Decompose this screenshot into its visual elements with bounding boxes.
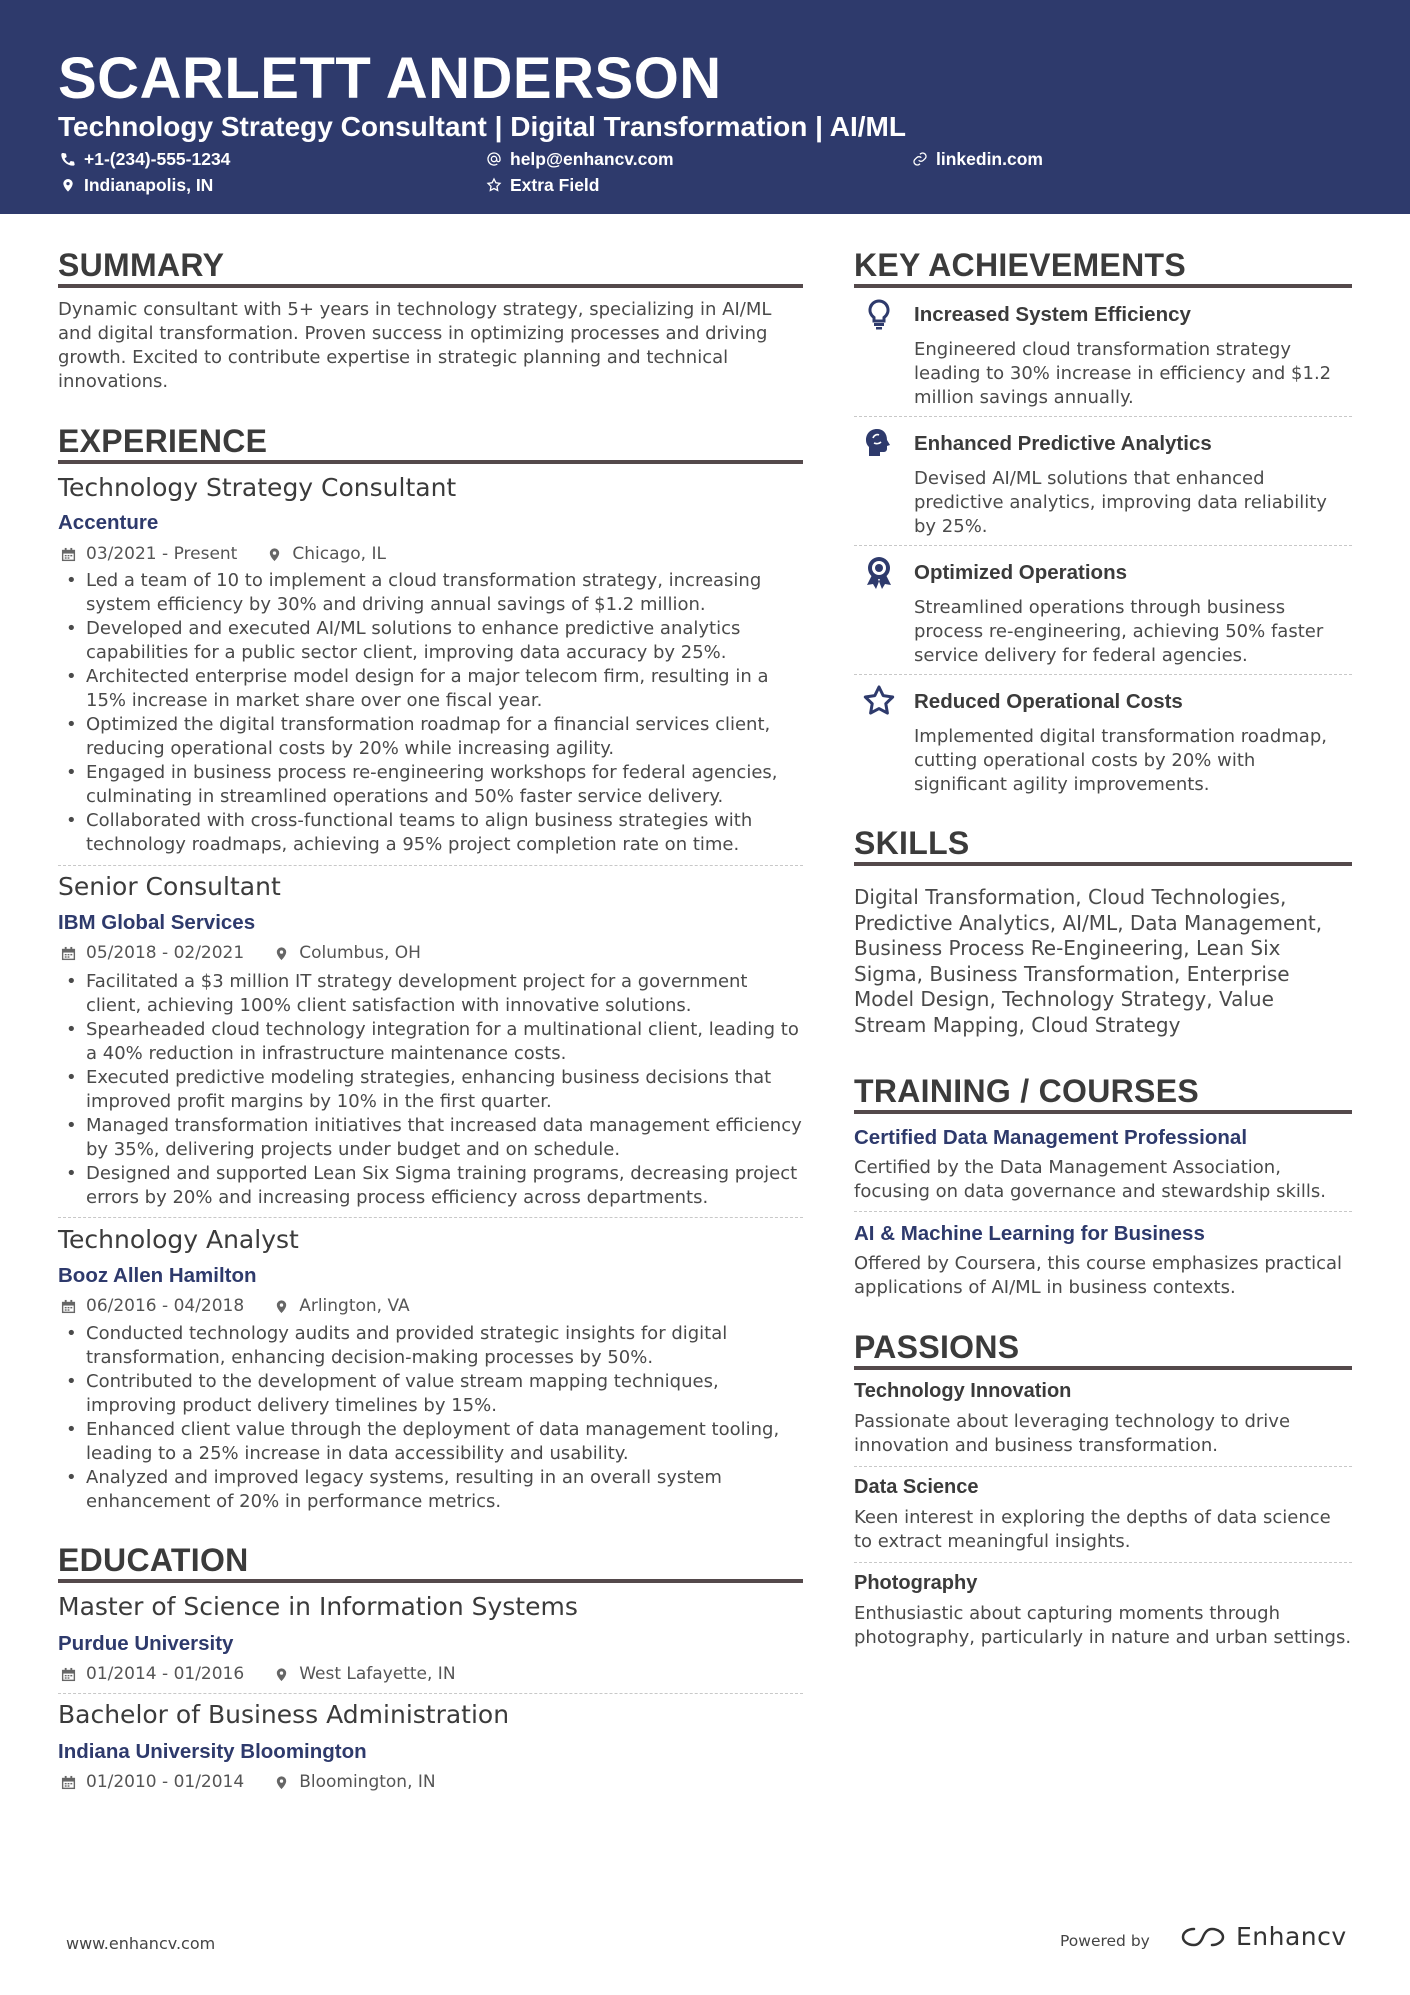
at-icon — [486, 151, 502, 167]
enhancv-logo[interactable] — [1180, 1922, 1347, 1951]
link-icon — [912, 151, 928, 167]
job-dates: 06/2016 - 04/2018 — [86, 1296, 245, 1316]
extra-text: Extra Field — [510, 175, 600, 195]
divider — [854, 545, 1352, 546]
achievement-desc: Engineered cloud transformation strategy leading to 30% increase in efficiency and $1.2 million savings annually. — [914, 339, 1332, 408]
course-title: Certified Data Management Professional — [854, 1126, 1248, 1149]
job-bullet: • Executed predictive modeling strategies, enhancing business decisions that improved profit margins by 10% in the first quarter. — [58, 1066, 803, 1114]
divider — [854, 674, 1352, 675]
passion-title: Data Science — [854, 1476, 979, 1498]
head-brain-icon — [862, 426, 896, 460]
course-desc: Certified by the Data Management Association, focusing on data governance and stewardship skills. — [854, 1157, 1326, 1202]
passion-desc: Keen interest in exploring the depths of data science to extract meaningful insights. — [854, 1507, 1331, 1552]
calendar-icon — [61, 1299, 76, 1314]
job-bullet: • Facilitated a $3 million IT strategy development project for a government client, achieving 100% client satisfaction with innovative solutions. — [58, 970, 803, 1018]
education-meta — [61, 1771, 436, 1793]
achievement-desc: Streamlined operations through business process re-engineering, achieving 50% faster service delivery for federal agencies. — [914, 597, 1324, 666]
location-pin-icon — [274, 1775, 289, 1790]
star-outline-icon — [486, 177, 502, 193]
job-bullet: • Optimized the digital transformation roadmap for a financial services client, reducing operational costs by 20% while increasing agility. — [58, 713, 803, 761]
award-ribbon-icon — [862, 555, 896, 589]
footer-website[interactable]: www.enhancv.com — [66, 1934, 216, 1953]
calendar-icon — [61, 946, 76, 961]
job-location: Arlington, VA — [299, 1296, 410, 1316]
passion-desc: Passionate about leveraging technology to drive innovation and business transformation. — [854, 1411, 1291, 1456]
calendar-icon — [61, 1667, 76, 1682]
location-text: Indianapolis, IN — [84, 175, 214, 195]
job-location: Columbus, OH — [299, 943, 421, 963]
job-bullet: • Analyzed and improved legacy systems, resulting in an overall system enhancement of 20% in performance metrics. — [58, 1466, 803, 1514]
education-rule — [58, 1579, 803, 1583]
divider — [854, 1466, 1352, 1467]
contact-linkedin[interactable] — [912, 148, 1043, 170]
divider — [58, 1217, 803, 1218]
footer-powered-by: Powered by — [1060, 1932, 1150, 1950]
job-bullet: • Led a team of 10 to implement a cloud transformation strategy, increasing system efficiency by 30% and driving annual savings of $1.2 million. — [58, 569, 803, 617]
star-icon — [862, 684, 896, 718]
job-dates: 03/2021 - Present — [86, 544, 238, 564]
achievement-title: Increased System Efficiency — [914, 303, 1191, 326]
contact-phone[interactable] — [60, 148, 230, 170]
job-dates: 05/2018 - 02/2021 — [86, 943, 245, 963]
skills-rule — [854, 862, 1352, 866]
experience-rule — [58, 460, 803, 464]
job-bullet: • Designed and supported Lean Six Sigma training programs, decreasing project errors by 20% and increasing process efficiency across departments. — [58, 1162, 803, 1210]
job-meta — [61, 942, 421, 964]
passion-title: Photography — [854, 1572, 978, 1594]
location-pin-icon — [267, 547, 282, 562]
job-company: Booz Allen Hamilton — [58, 1264, 257, 1287]
course-title: AI & Machine Learning for Business — [854, 1222, 1205, 1245]
job-bullets — [58, 970, 803, 1210]
job-role: Technology Strategy Consultant — [58, 473, 457, 502]
location-pin-icon — [274, 946, 289, 961]
job-bullet: • Conducted technology audits and provided strategic insights for digital transformation, enhancing decision-making processes by 50%. — [58, 1322, 803, 1370]
job-bullet: • Engaged in business process re-engineering workshops for federal agencies, culminating in streamlined operations and 50% faster service delivery. — [58, 761, 803, 809]
achievement-title: Reduced Operational Costs — [914, 690, 1183, 713]
achievements-title: KEY ACHIEVEMENTS — [854, 247, 1186, 283]
phone-text: +1-(234)-555-1234 — [84, 149, 231, 169]
linkedin-text: linkedin.com — [936, 149, 1043, 169]
job-bullet: • Developed and executed AI/ML solutions to enhance predictive analytics capabilities for a public sector client, improving data accuracy by 25%. — [58, 617, 803, 665]
calendar-icon — [61, 1775, 76, 1790]
job-bullet: • Managed transformation initiatives that increased data management efficiency by 35%, delivering projects under budget and on schedule. — [58, 1114, 803, 1162]
candidate-headline: Technology Strategy Consultant | Digital Transformation | AI/ML — [58, 111, 906, 142]
skills-text: Digital Transformation, Cloud Technologies, Predictive Analytics, AI/ML, Data Management, Business Process Re-Engineering, Lean Six Sigma, Business Transformation, Enterprise Model Design, Technology Strategy, Value Stream Mapping, Cloud Strategy — [854, 885, 1323, 1037]
job-bullets — [58, 569, 803, 857]
education-title: EDUCATION — [58, 1542, 249, 1578]
divider — [854, 416, 1352, 417]
job-bullets — [58, 1322, 803, 1514]
email-text: help@enhancv.com — [510, 149, 674, 169]
education-location: Bloomington, IN — [299, 1772, 436, 1792]
summary-rule — [58, 284, 803, 288]
enhancv-logo-icon — [1180, 1924, 1226, 1950]
calendar-icon — [61, 547, 76, 562]
summary-text: Dynamic consultant with 5+ years in technology strategy, specializing in AI/ML and digital transformation. Proven success in optimizing processes and driving growth. Excited to contribute expertise in strategic planning and technical innovations. — [58, 299, 772, 392]
education-location: West Lafayette, IN — [299, 1664, 456, 1684]
education-degree: Master of Science in Information Systems — [58, 1592, 578, 1621]
achievement-desc: Implemented digital transformation roadmap, cutting operational costs by 20% with significant agility improvements. — [914, 726, 1327, 795]
location-pin-icon — [274, 1667, 289, 1682]
achievements-rule — [854, 284, 1352, 288]
divider — [854, 1562, 1352, 1563]
job-meta — [61, 543, 386, 565]
job-meta — [61, 1295, 410, 1317]
divider — [854, 1211, 1352, 1212]
achievement-title: Enhanced Predictive Analytics — [914, 432, 1212, 455]
job-bullet: • Enhanced client value through the deployment of data management tooling, leading to a 25% increase in data accessibility and usability. — [58, 1418, 803, 1466]
job-bullet: • Collaborated with cross-functional teams to align business strategies with technology roadmaps, achieving a 95% project completion rate on time. — [58, 809, 803, 857]
skills-title: SKILLS — [854, 825, 970, 861]
achievement-title: Optimized Operations — [914, 561, 1127, 584]
passion-title: Technology Innovation — [854, 1380, 1072, 1402]
job-company: Accenture — [58, 511, 159, 534]
job-role: Senior Consultant — [58, 872, 281, 901]
education-degree: Bachelor of Business Administration — [58, 1700, 510, 1729]
summary-title: SUMMARY — [58, 247, 225, 283]
passions-title: PASSIONS — [854, 1329, 1020, 1365]
job-bullet: • Contributed to the development of value stream mapping techniques, improving product delivery timelines by 15%. — [58, 1370, 803, 1418]
passions-rule — [854, 1366, 1352, 1370]
job-bullet: • Architected enterprise model design for a major telecom firm, resulting in a 15% increase in market share over one fiscal year. — [58, 665, 803, 713]
education-dates: 01/2014 - 01/2016 — [86, 1664, 245, 1684]
job-company: IBM Global Services — [58, 911, 256, 934]
contact-location — [60, 174, 213, 196]
training-rule — [854, 1110, 1352, 1114]
job-bullet: • Spearheaded cloud technology integration for a multinational client, leading to a 40% reduction in infrastructure maintenance costs. — [58, 1018, 803, 1066]
passion-desc: Enthusiastic about capturing moments through photography, particularly in nature and urban settings. — [854, 1603, 1352, 1648]
course-desc: Offered by Coursera, this course emphasizes practical applications of AI/ML in business contexts. — [854, 1253, 1343, 1298]
divider — [58, 1693, 803, 1694]
training-title: TRAINING / COURSES — [854, 1073, 1199, 1109]
education-meta — [61, 1663, 456, 1685]
contact-extra — [486, 174, 599, 196]
education-dates: 01/2010 - 01/2014 — [86, 1772, 245, 1792]
achievement-desc: Devised AI/ML solutions that enhanced predictive analytics, improving data reliability by 25%. — [914, 468, 1327, 537]
job-location: Chicago, IL — [292, 544, 386, 564]
contact-email[interactable] — [486, 148, 674, 170]
resume-header — [0, 0, 1410, 214]
lightbulb-icon — [862, 297, 896, 331]
job-role: Technology Analyst — [58, 1225, 299, 1254]
experience-title: EXPERIENCE — [58, 423, 268, 459]
phone-icon — [60, 151, 76, 167]
candidate-name: SCARLETT ANDERSON — [58, 46, 722, 111]
education-school: Purdue University — [58, 1632, 234, 1655]
location-pin-icon — [274, 1299, 289, 1314]
location-pin-icon — [60, 177, 76, 193]
enhancv-brand: Enhancv — [1236, 1922, 1347, 1951]
divider — [58, 865, 803, 866]
education-school: Indiana University Bloomington — [58, 1740, 367, 1763]
